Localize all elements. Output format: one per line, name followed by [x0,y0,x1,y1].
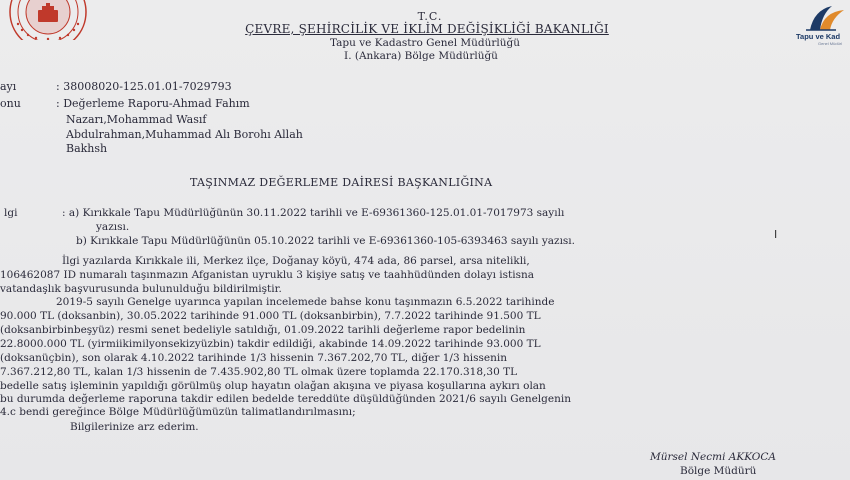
body-line: 4.c bendi gereğince Bölge Müdürlüğümüzün talimatlandırılmasını; [0,406,356,418]
logo-text: Tapu ve Kad [796,32,841,41]
recipient-department: TAŞINMAZ DEĞERLEME DAİRESİ BAŞKANLIĞINA [190,176,493,189]
reference-a-cont: yazısı. [96,221,130,233]
body-line: (doksanbirbinbeşyüz) resmi senet bedeliyle satıldığı, 01.09.2022 tarihli değerleme rapor bedelinin [0,324,526,336]
konu-line: : Değerleme Raporu-Ahmad Fahım [56,97,250,110]
body-line: 90.000 TL (doksanbin), 30.05.2022 tarihinde 91.000 TL (doksanbirbin), 7.7.2022 tarihinde 91.500 TL [0,310,541,322]
text-cursor-icon: I [774,228,778,241]
reference-a: : a) Kırıkkale Tapu Müdürlüğünün 30.11.2022 tarihli ve E-69361360-125.01.01-7017973 sayılı [62,207,565,219]
body-line: vatandaşlık başvurusunda bulunulduğu bildirilmiştir. [0,283,282,295]
konu-line: Bakhsh [66,142,108,155]
body-line: 7.367.212,80 TL, kalan 1/3 hissenin de 7.435.902,80 TL olmak üzere toplamda 22.170.318,30 TL [0,366,518,378]
body-line: bu durumda değerleme raporuna takdir edilen bedelde tereddüte düşüldüğünden 2021/6 sayılı Genelgenin [0,393,571,405]
header-general-directorate: Tapu ve Kadastro Genel Müdürlüğü [329,37,521,49]
ilgi-label: lgi [4,207,18,219]
body-line: 106462087 ID numaralı taşınmazın Afganistan uyruklu 3 kişiye satış ve taahhüdünden dolayı istisna [0,269,535,281]
body-line: bedelle satış işleminin yapıldığı görülmüş olup hayatın olağan akışına ve piyasa koşullarına aykırı olan [0,380,546,392]
signatory-name: Mürsel Necmi AKKOCA [650,451,776,463]
konu-line: Nazarı,Mohammad Wasıf [66,113,207,126]
body-line: 22.8000.000 TL (yirmiikimilyonsekizyüzbin) takdir edildiği, akabinde 14.09.2022 tarihinde 93.000 TL [0,338,541,350]
konu-line: Abdulrahman,Muhammad Alı Borohı Allah [66,128,303,141]
body-line: İlgi yazılarda Kırıkkale ili, Merkez ilçe, Doğanay köyü, 474 ada, 86 parsel, arsa nitelikli, [62,255,530,267]
body-line: 2019-5 sayılı Genelge uyarınca yapılan incelemede bahse konu taşınmazın 6.5.2022 tarihinde [56,296,555,308]
body-line: (doksanüçbin), son olarak 4.10.2022 tarihinde 1/3 hissenin 7.367.202,70 TL, diğer 1/3 hissenin [0,352,507,364]
header-ministry: ÇEVRE, ŞEHİRCİLİK VE İKLİM DEĞİŞİKLİĞİ BAKANLIĞI [245,22,609,36]
sayi-label: ayı [0,80,17,93]
body-line: Bilgilerinize arz ederim. [70,421,199,433]
konu-label: onu [0,97,21,110]
reference-b: b) Kırıkkale Tapu Müdürlüğünün 05.10.2022 tarihli ve E-69361360-105-6393463 sayılı yazısı. [76,235,576,247]
signatory-title: Bölge Müdürü [680,465,757,477]
logo-subtext: Genel Müdürl [818,41,843,46]
sayi-value: : 38008020-125.01.01-7029793 [56,80,232,93]
header-tc: T.C. [417,10,443,23]
header-regional-directorate: I. (Ankara) Bölge Müdürlüğü [344,50,498,62]
